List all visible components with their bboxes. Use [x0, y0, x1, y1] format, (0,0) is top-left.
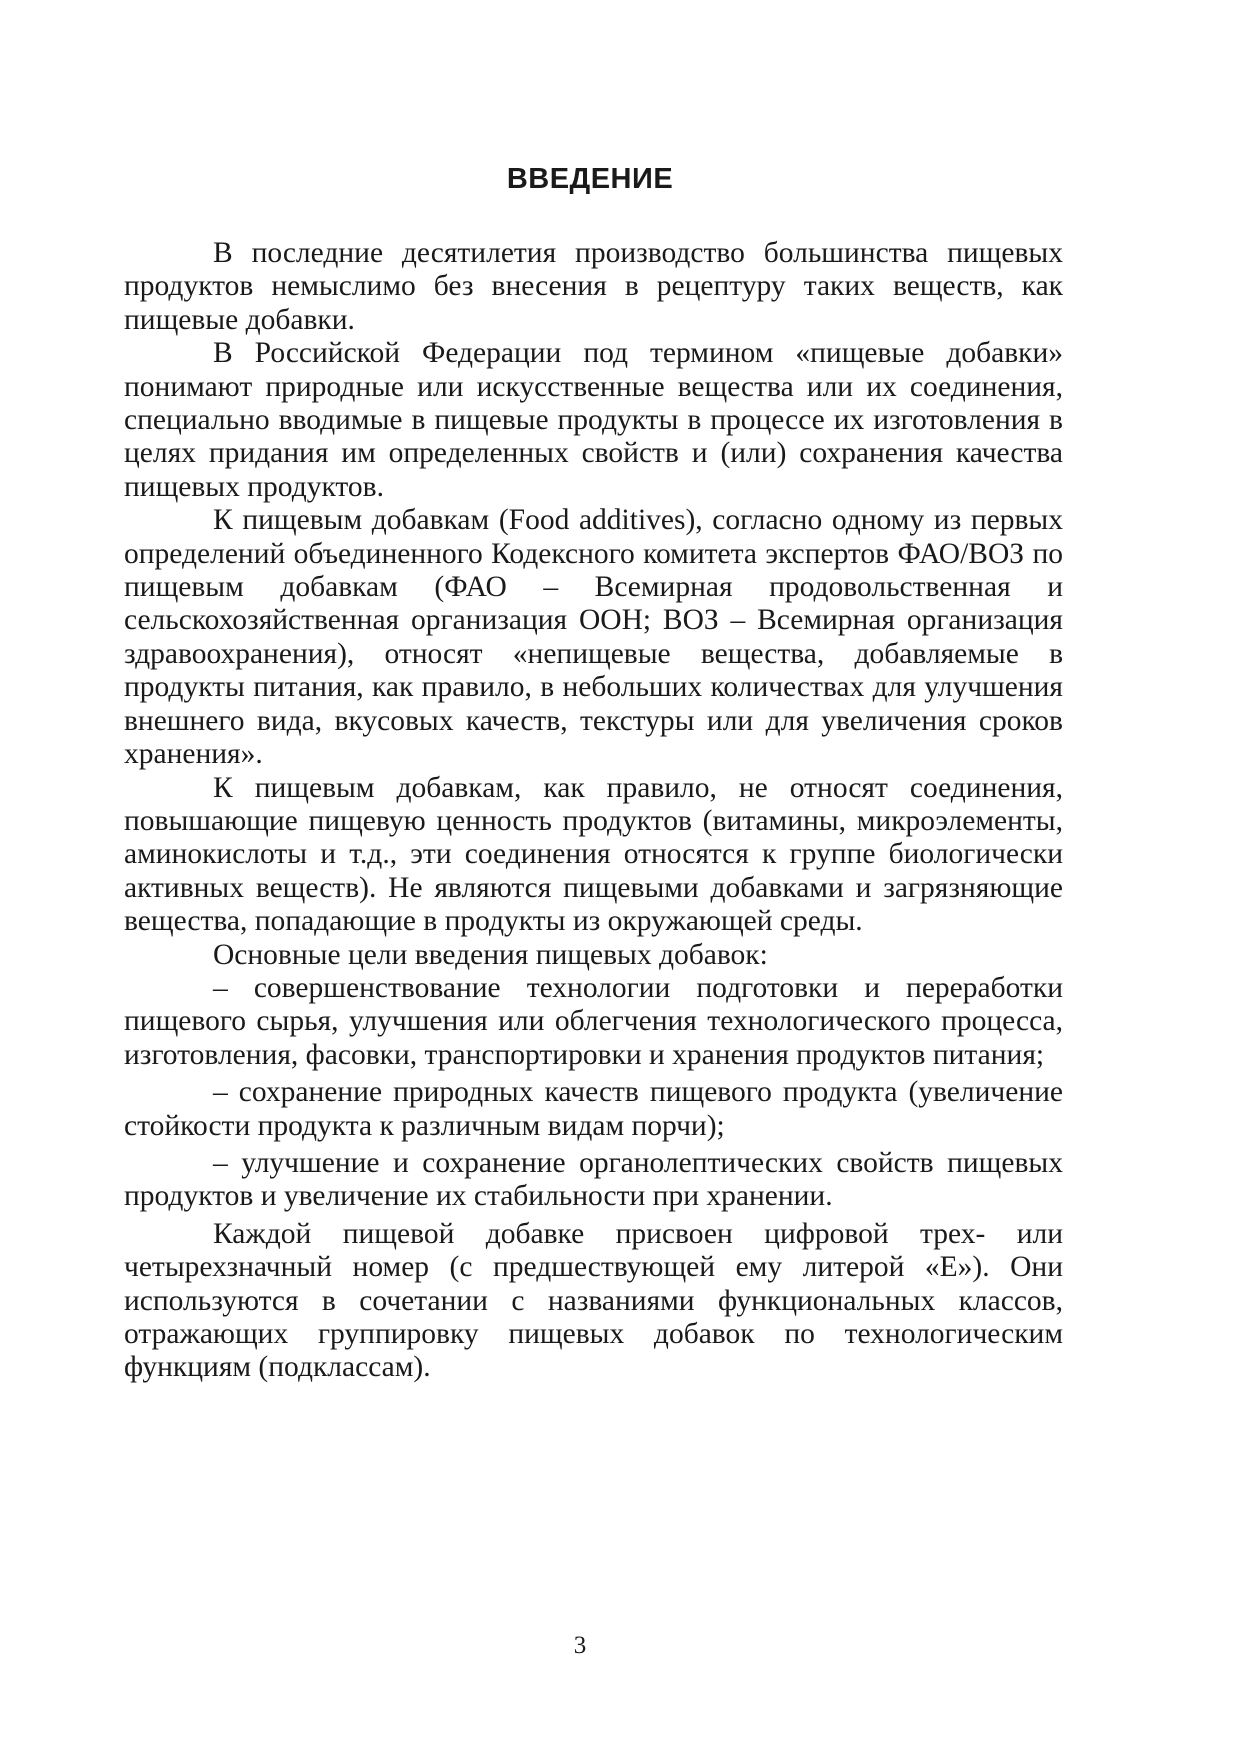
goal-item-1: – совершенствование технологии подготовки и переработки пищевого сырья, улучшения или облегчения технологического процесса, изготовления, фасовки, транспортировки и хранения продуктов питания;	[124, 971, 1063, 1071]
document-body	[124, 237, 1063, 1385]
paragraph-e-numbers: Каждой пищевой добавке присвоен цифровой трех- или четырехзначный номер (с предшествующей ему литерой «Е»). Они используются в сочетании с названиями функциональных классов, отражающих группировку пищевых добавок по технологическим функциям (подклассам).	[124, 1217, 1063, 1384]
page-number: 3	[573, 1632, 587, 1659]
paragraph-intro: В последние десятилетия производство большинства пищевых продуктов немыслимо без внесения в рецептуру таких веществ, как пищевые добавки.	[124, 237, 1063, 336]
goal-item-2: – сохранение природных качеств пищевого продукта (увеличение стойкости продукта к различным видам порчи);	[124, 1076, 1063, 1142]
paragraph-exclusions: К пищевым добавкам, как правило, не относят соединения, повышающие пищевую ценность продуктов (витамины, микроэлементы, аминокислоты и т.д., эти соединения относятся к группе биологически активных веществ). Не являются пищевыми добавками и загрязняющие вещества, попадающие в продукты из окружающей среды.	[124, 771, 1063, 938]
paragraph-definition-codex: К пищевым добавкам (Food additives), согласно одному из первых определений объединенного Кодексного комитета экспертов ФАО/ВОЗ по пищевым добавкам (ФАО – Всемирная продовольственная и сельскохозяйственная организация ООН; ВОЗ – Всемирная организация здравоохранения), относят «непищевые вещества, добавляемые в продукты питания, как правило, в небольших количествах для улучшения внешнего вида, вкусовых качеств, текстуры или для увеличения сроков хранения».	[124, 504, 1063, 771]
paragraph-definition-rf: В Российской Федерации под термином «пищевые добавки» понимают природные или искусственные вещества или их соединения, специально вводимые в пищевые продукты в процессе их изготовления в целях придания им определенных свойств и (или) сохранения качества пищевых продуктов.	[124, 337, 1063, 503]
goal-item-3: – улучшение и сохранение органолептических свойств пищевых продуктов и увеличение их стабильности при хранении.	[124, 1146, 1063, 1213]
paragraph-goals-heading: Основные цели введения пищевых добавок:	[213, 938, 768, 971]
page-title: ВВЕДЕНИЕ	[506, 163, 674, 195]
